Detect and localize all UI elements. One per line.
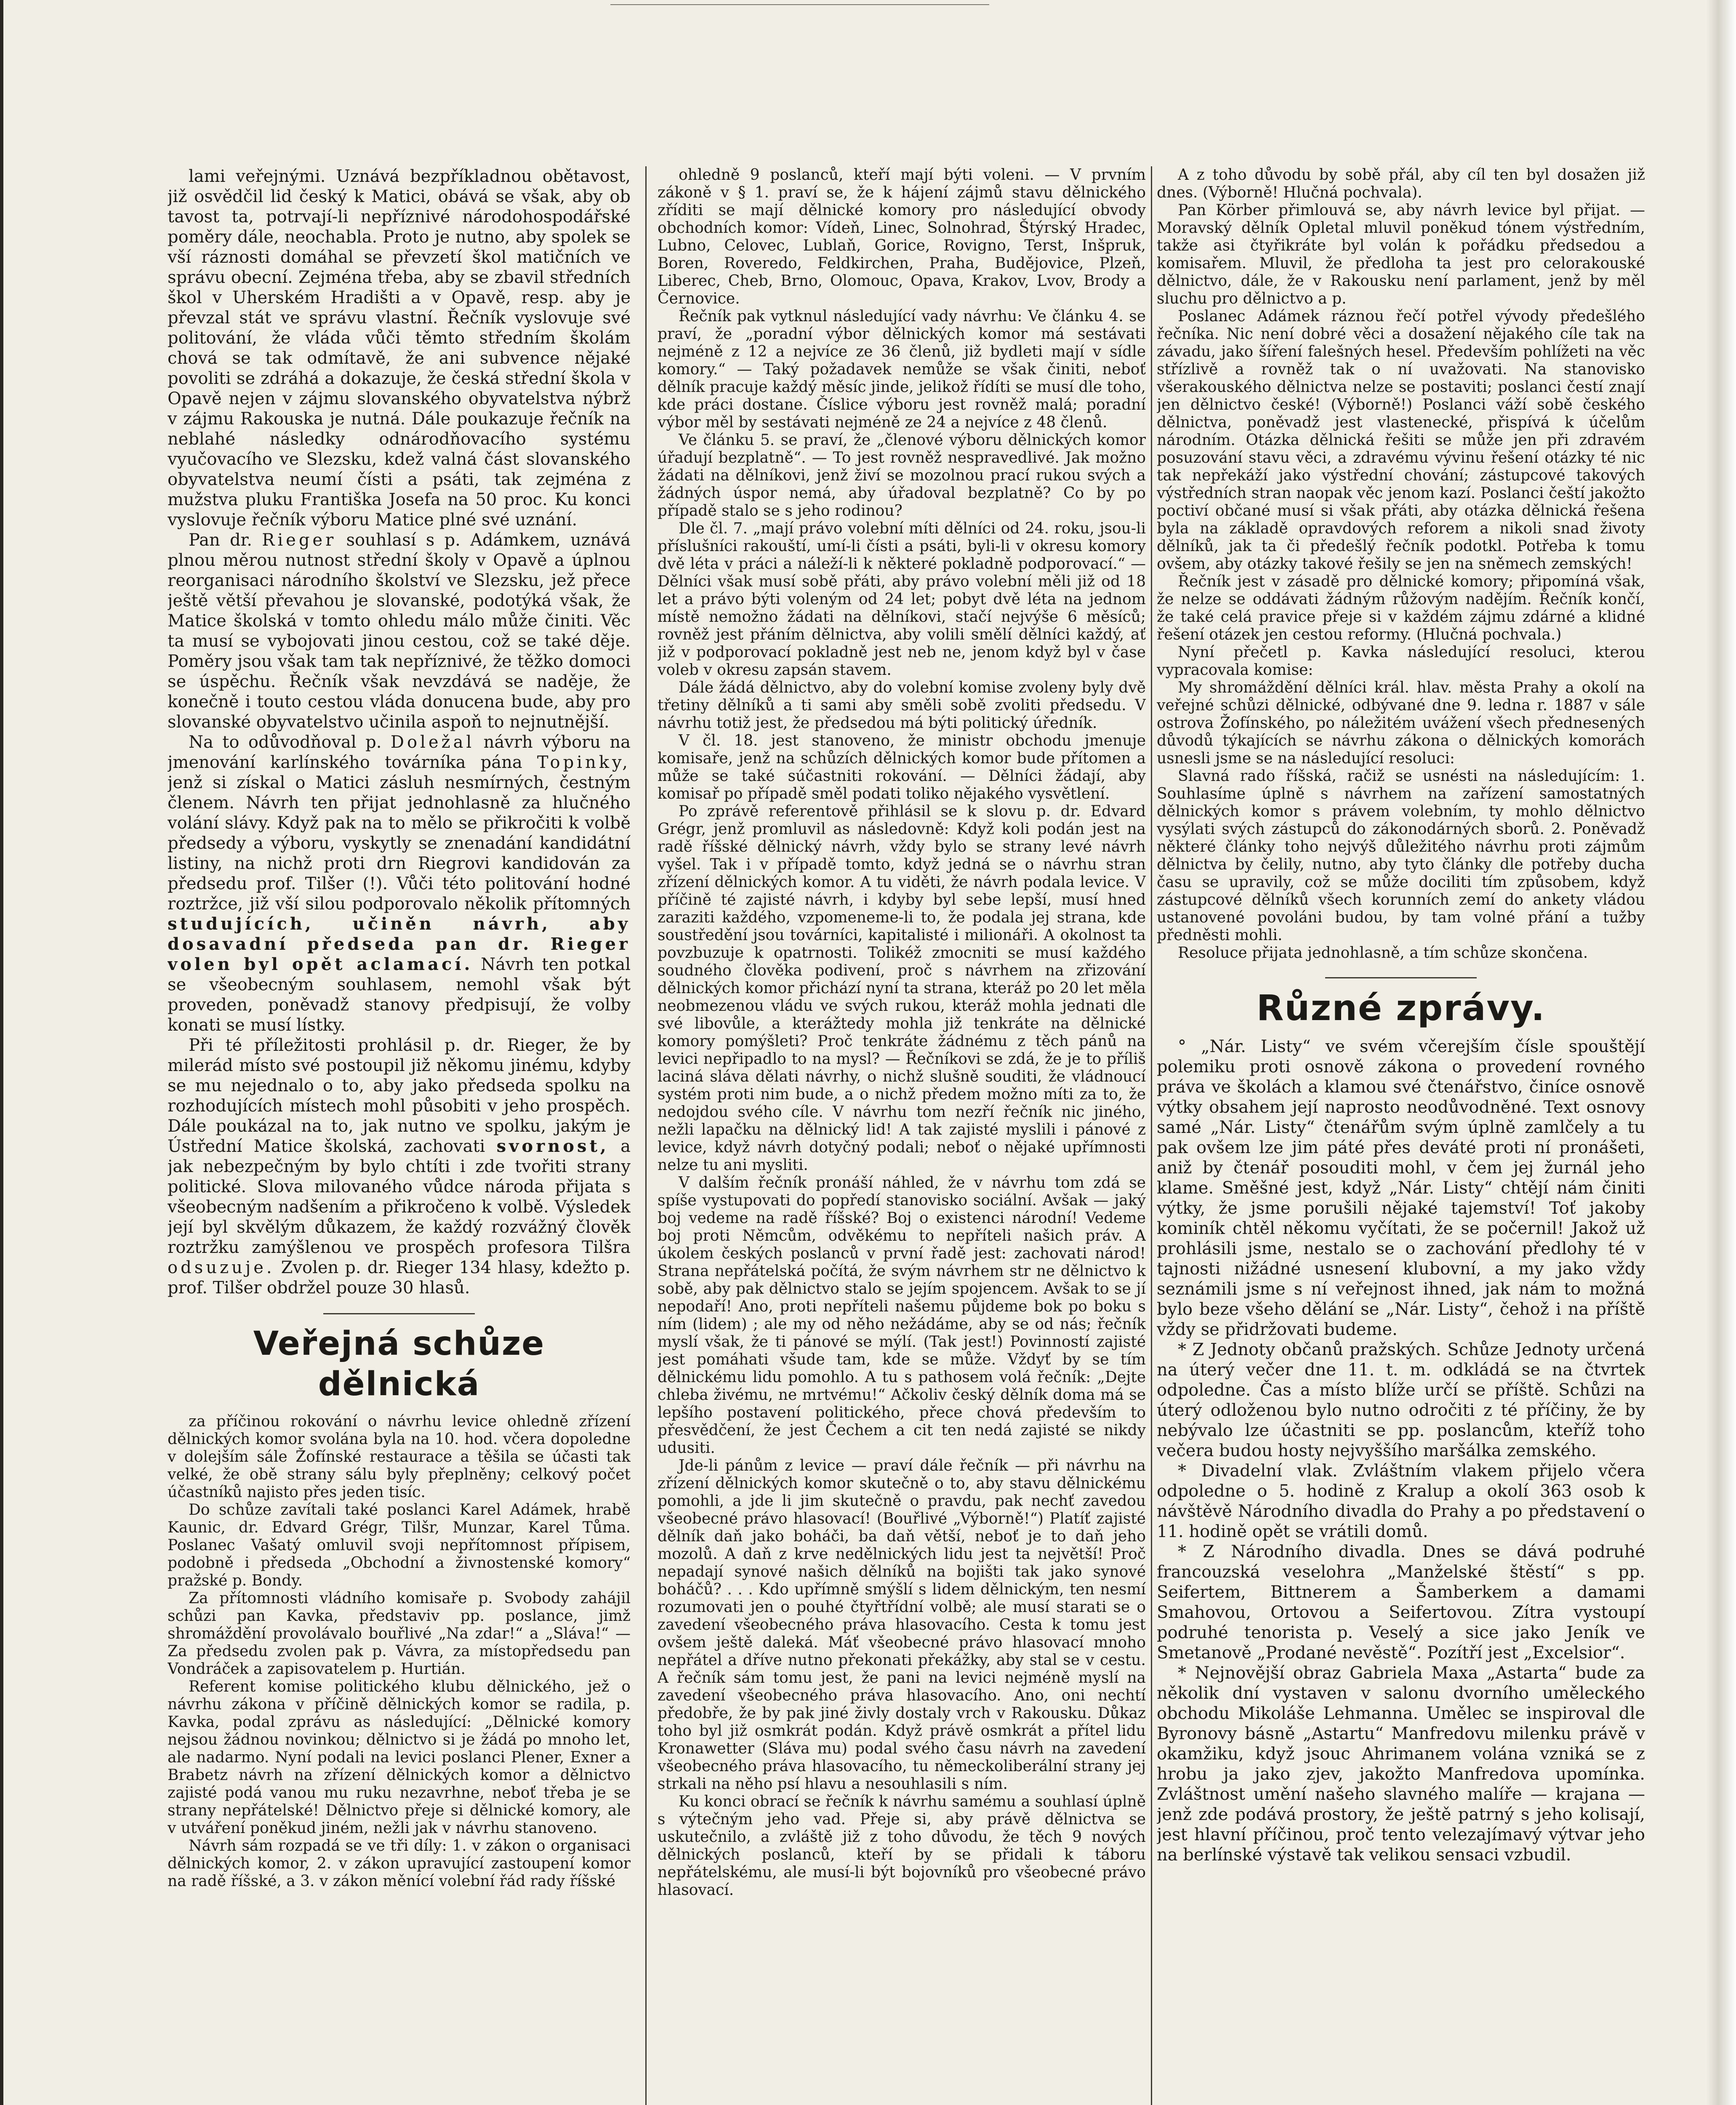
section-heading-verejna-schuze: Veřejná schůze dělnická [253,1325,545,1403]
scan-right-edge [1707,0,1736,2105]
article-paragraph: Řečník jest v zásadě pro dělnické komory; připomíná však, že nelze se oddávati žádným růžovým nadějím. Řečník končí, že také celá pravice přeje si v každém zájmu zdárné a klidné řešení otázek jen cestou reformy. (Hlučná pochvala.) [1157,573,1645,643]
article-paragraph: Za přítomnosti vládního komisaře p. Svobody zahájil schůzi pan Kavka, představiv pp. poslance, jimž shromáždění provolávalo bouřlivé „Na zdar!“ a „Sláva!“ — Za předsedu zvolen pak p. Vávra, za místopředsedu pan Vondráček a zapisovatelem p. Hurtián. [168,1590,631,1678]
article-paragraph: V dalším řečník pronáší náhled, že v návrhu tom zdá se spíše vystupovati do popředí stanovisko sociální. Avšak — jaký boj vedeme na radě říšské? Boj o existenci národní! Vedeme boj proti Němcům, odvěkému to nepříteli našich práv. A úkolem českých poslanců v první řadě jest: zachovati národ! Strana nepřátelská počítá, že svým návrhem str ne dělnictvo k sobě, aby pak dělnictvo stalo se jejím spojencem. Avšak to se jí nepodaří! Ano, proti nepříteli našemu půjdeme bok po boku s ním (lidem) ; ale my od něho nežádáme, aby se od nás; řečník myslí však, že ti pánové se mýlí. (Tak jest!) Povinností zajisté jest pomáhati všude tam, kde se může. Vždyť by se tím dělnickému lidu pomohlo. A tu s pathosem volá řečník: „Dejte chleba živému, ne mrtvému!“ Ačkoliv český dělník doma má se lepšího postavení politického, přece chová především to přesvědčení, že jest Čechem a cit ten nedá zajisté se nikdy udusiti. [658,1174,1146,1457]
section-divider [323,1313,475,1314]
section-divider [1325,977,1477,978]
article-paragraph: Při té příležitosti prohlásil p. dr. Rieger, že by milerád místo své postoupil již někomu jinému, kdyby se mu nejednalo o to, aby jako předseda spolku na rozhodujících místech mohl působiti v jeho prospěch. Dále poukázal na to, jak nutno ve spolku, jakým je Ústřední Matice školská, zachovati svornost, a jak nebezpečným by bylo chtíti i zde tvořiti strany politické. Slova milovaného vůdce národa přijata s všeobecným nadšením a přikročeno k volbě. Výsledek její byl skvělým důkazem, že každý rozvážný člověk roztržku zamýšlenou ve prospěch profesora Tilšra odsuzuje. Zvolen p. dr. Rieger 134 hlasy, kdežto p. prof. Tilšer obdržel pouze 30 hlasů. [168,1036,631,1298]
article-paragraph: Řečník pak vytknul následující vady návrhu: Ve článku 4. se praví, že „poradní výbor dělnických komor má sestávati nejméně z 12 a nejvíce ze 36 členů, již bydleti mají v sídle komory.“ — Taký požadavek nemůže se však činiti, neboť dělník pracuje každý měsíc jinde, jelikož řídíti se musí dle toho, kde práci dostane. Číslice výboru jest rovněž malá; poradní výbor měl by sestávati nejméně ze 24 a nejvíce z 48 členů. [658,308,1146,431]
article-paragraph: ohledně 9 poslanců, kteří mají býti voleni. — V prvním zákoně v § 1. praví se, že k hájení zájmů stavu dělnického zříditi se mají dělnické komory pro následující obvody obchodních komor: Vídeň, Linec, Solnohrad, Štýrský Hradec, Lubno, Celovec, Lublaň, Gorice, Rovigno, Terst, Inšpruk, Boren, Roveredo, Feldkirchen, Praha, Budějovice, Plzeň, Liberec, Cheb, Brno, Olomouc, Opava, Krakov, Lvov, Brody a Černovice. [658,166,1146,307]
emphasis-spaced: svornost, [496,1136,609,1156]
column-1 [168,166,631,2105]
news-item: * Nejnovější obraz Gabriela Maxa „Astarta“ bude za několik dní vystaven v salonu dvorního uměleckého obchodu Mikoláše Lehmanna. Umělec se inspiroval dle Byronovy básně „Astartu“ Manfredovu milenku právě v okamžiku, když jsouc Ahrimanem volána vzniká se z hrobu ja jako zjev, jakožto Manfredova upomínka. Zvláštnost umění našeho slavného malíře — krajana — jenž zde podává prostory, že ještě patrný s jeho kolisají, jest hlavní příčinou, proč tento velezajímavý výtvar jeho na berlínské výstavě tak velikou sensaci vzbudil. [1157,1663,1645,1865]
article-paragraph: Referent komise politického klubu dělnického, jež o návrhu zákona v příčině dělnických komor se radila, p. Kavka, podal zprávu as následující: „Dělnické komory nejsou žádnou novinkou; dělnictvo si je žádá po mnoho let, ale nadarmo. Nyní podali na levici poslanci Plener, Exner a Brabetz návrh na zřízení dělnických komor a dělnictvo zajisté podá vanou mu ruku nezavrhne, neboť třeba je se strany nepřátelské! Dělnictvo přeje si dělnické komory, ale v utváření poněkud jiném, nežli jak v návrhu stanoveno. [168,1678,631,1837]
article-paragraph: Nyní přečetl p. Kavka následující resoluci, kterou vypracovala komise: [1157,644,1645,679]
column-2 [658,166,1146,2105]
article-paragraph: Resoluce přijata jednohlasně, a tím schůze skončena. [1178,944,1588,962]
column-rule-1 [645,166,647,2105]
article-paragraph: Do schůze zavítali také poslanci Karel Adámek, hrabě Kaunic, dr. Edvard Grégr, Tilšr, Munzar, Karel Tůma. Poslanec Vašatý omluvil svoji nepřítomnost přípisem, podobně i předseda „Obchodní a živnostenské komory“ pražské p. Bondy. [168,1501,631,1589]
column-3 [1157,166,1645,2105]
scan-top-edge [610,0,989,5]
name-spaced: Topinky, [537,753,631,772]
article-paragraph: My shromáždění dělníci král. hlav. města Prahy a okolí na veřejné schůzi dělnické, odbývané dne 9. ledna r. 1887 v sále ostrova Žofínského, po náležitém uvážení všech přednesených důvodů týkajících se návrhu zákona o dělnických komorách usnesli jsme se na následující resoluci: [1157,679,1645,767]
article-paragraph: Ku konci obrací se řečník k návrhu samému a souhlasí úplně s výtečným jeho vad. Přeje si, aby právě dělnictva se uskutečnilo, a zvláště již z toho důvodu, že těch 9 nových dělnických poslanců, kteří by se přidali k táboru nepřátelskému, ale musí-li být bojovníků pro všeobecné právo hlasovací. [658,1793,1146,1899]
scan-left-edge [0,0,3,2105]
article-paragraph: A z toho důvodu by sobě přál, aby cíl ten byl dosažen již dnes. (Výborně! Hlučná pochvala). [1157,166,1645,201]
section-heading-ruzne-zpravy: Různé zprávy. [1256,987,1546,1029]
article-paragraph: Dále žádá dělnictvo, aby do volební komise zvoleny byly dvě třetiny dělníků a ti sami aby směli sobě zvoliti předsedu. V návrhu totiž jest, že předsedou má býti politický úředník. [658,679,1146,732]
article-paragraph: lami veřejnými. Uznává bezpříkladnou obětavost, již osvědčil lid český k Matici, obává se však, aby ob tavost ta, potrvají-li nepříznivé národohospodářské poměry dále, neochabla. Proto je nutno, aby spolek se vší ráznosti domáhal se převzetí škol matičních ve správu obecní. Zejména třeba, aby se zbavil středních škol v Uherském Hradišti a v Opavě, resp. aby je převzal stát ve správu vlastní. Řečník vyslovuje své politování, že vláda vůči těmto středním školám chová se tak odmítavě, že ani subvence nějaké povoliti se zdráhá a dokazuje, že česká střední škola v Opavě nejen v zájmu slovanského obyvatelstva nýbrž v zájmu Rakouska je nutná. Dále poukazuje řečník na neblahé následky odnárodňovacího systému vyučovacího ve Slezsku, kdež valná část slovanského obyvatelstva neumí čísti a psáti, tak zejména z mužstva pluku Františka Josefa na 50 proc. Ku konci vyslovuje řečník výboru Matice plné své uznání. [168,167,631,530]
news-item: * Z Národního divadla. Dnes se dává podruhé francouzská veselohra „Manželské štěstí“ s pp. Seifertem, Bittnerem a Šamberkem a damami Smahovou, Ortovou a Seifertovou. Zítra vystoupí podruhé tenorista p. Veselý a sice jako Jeník ve Smetanově „Prodané nevěstě“. Pozítří jest „Excelsior“. [1157,1542,1645,1663]
news-item: * Divadelní vlak. Zvláštním vlakem přijelo včera odpoledne o 5. hodině z Kralup a okolí 363 osob k návštěvě Národního divadla do Prahy a po představení o 11. hodině opět se vrátili domů. [1157,1461,1645,1541]
news-item: ° „Nár. Listy“ ve svém včerejším čísle spouštějí polemiku proti osnově zákona o provedení rovného práva ve školách a klamou své čtenářstvo, činíce osnově výtky obsahem její naprosto neodůvodněné. Text osnovy samé „Nár. Listy“ čtenářům svým úplně zamlčely a tu pak ovšem lze jim páté přes deváté proti ní pronášeti, aniž by čtenář posouditi mohl, v čem jej žurnál jeho klame. Směšné jest, když „Nár. Listy“ chtějí nám činiti výtky, že jsme porušili nějaké tajemství! Toť jakoby kominík chtěl někomu vyčítati, že se počernil! Jakož už prohlásili jsme, nestalo se o zachování předlohy té v tajnosti nižádné usnesení klubovní, a my jako vždy seznámili jsme s ní veřejnost ihned, jak nám to možná bylo beze všeho dělání se „Nár. Listy“, čehož i na příště vždy se přidržovati budeme. [1157,1037,1645,1339]
article-paragraph: Po zprávě referentově přihlásil se k slovu p. dr. Edvard Grégr, jenž promluvil as následovně: Když koli podán jest na radě říšské dělnický návrh, vždy bylo se strany levé návrh vyšel. Tak i v případě tomto, když jedná se o návrhu stran zřízení dělnických komor. A tu viděti, že návrh podala levice. V příčině té zajisté návrh, i kdyby byl sebe lepší, musí hned zaraziti každého, vzpomeneme-li to, že podala jej strana, kde soustředění jsou továrníci, kapitalisté i milionáři. A okolnost ta povzbuzuje k opatrnosti. Tolikéž zmocniti se musí každého soudného člověka podivení, proč s návrhem na zřizování dělnických komor přichází nyní ta strana, kteráž po 20 let měla neobmezenou vládu ve svých rukou, kteráž mohla jednati dle své libovůle, a kterážtedy mohla již tenkráte na dělnické komory pomýšleti? Proč tenkráte žádnému z těch pánů na levici nepřipadlo to na mysl? — Řečníkovi se zdá, že je to příliš laciná sláva dělati návrhy, o nichž slušně souditi, že vládnoucí systém proti nim bude, a o nichž předem možno míti za to, že nedojdou svého cíle. V návrhu tom nezří řečník nic jiného, nežli lapačku na dělnický lid! A tak zajisté myslili i pánové z levice, když návrh dotyčný podali; neboť o nějaké upřímnosti nelze tu ani mysliti. [658,803,1146,1174]
emphasis-spaced: odsuzuje. [168,1258,275,1277]
article-paragraph: Slavná rado říšská, račiž se usnésti na následujícím: 1. Souhlasíme úplně s návrhem na zařízení samostatných dělnických komor s právem volebním, ty mohlo dělnictvo vysýlati svých zástupců do zákonodárných sborů. 2. Poněvadž některé články toho nejvýš důležitého návrhu proti zájmům dělnictva by čelily, nutno, aby tyto články dle potřeby ducha času se upravily, což se může dociliti tím způsobem, když zástupcové dělníků všech korunních zemí do ankety vládou ustanovené povoláni budou, by tam volné přání a tužby předněsti mohli. [1157,767,1645,944]
article-paragraph: V čl. 18. jest stanoveno, že ministr obchodu jmenuje komisaře, jenž na schůzích dělnických komor bude přítomen a může se také súčastniti rokování. — Dělníci žádají, aby komisař po případě směl podati toliko nějakého vysvětlení. [658,732,1146,802]
article-paragraph: Ve článku 5. se praví, že „členové výboru dělnických komor úřadují bezplatně“. — To jest rovněž nespravedlivé. Jak možno žádati na dělníkovi, jenž živí se mozolnou prací rukou svých a žádných úspor nemá, aby úřadoval bezplatně? Co by po případě stalo se s jeho rodinou? [658,432,1146,520]
news-item: * Z Jednoty občanů pražských. Schůze Jednoty určená na úterý večer dne 11. t. m. odkládá se na čtvrtek odpoledne. Čas a místo blíže určí se příště. Schůzi na úterý odloženou bylo nutno odročiti z té příčiny, že by nebývalo lze účastniti se pp. poslancům, kteříž toho večera budou hosty nejvyššího maršálka zemského. [1157,1340,1645,1460]
name-spaced: Doležal [390,733,475,752]
article-paragraph: Dle čl. 7. „mají právo volební míti dělníci od 24. roku, jsou-li příslušníci rakouští, umí-li čísti a psáti, byli-li v okresu komory dvě léta v práci a náleží-li k některé pokladně podporovací.“ — Dělníci však musí sobě přáti, aby právo volební měli již od 18 let a právo býti voleným od 24 let; pobyt dvě léta na jednom místě nemožno žádati na dělníkovi, stačí nejvýše 6 měsíců; rovněž jest přáním dělnictva, aby volili smělí dělníci každý, ať již v podporovací pokladně jest neb ne, jenom když byl v čase voleb v okresu zapsán stavem. [658,520,1146,679]
article-paragraph: Poslanec Adámek ráznou řečí potřel vývody předešlého řečníka. Nic není dobré věci a dosažení nějakého cíle tak na závadu, jako šíření falešných hesel. Především pohlížeti na věc střízlivě a rovněž tak o ní uvažovati. Na stanovisko všerakouského dělnictva nelze se postaviti; poslanci čestí znají jen dělnictvo české! (Výborně!) Poslanci váží sobě českého dělnictva, poněvadž jest vlastenecké, přispívá k účelům národním. Otázka dělnická řešiti se může jen při zdravém posuzování stavu věci, a zdravému vývinu řešení otázky té nic tak nepřekáží jako výstřední chování; zástupcové takových výstředních stran naopak věc jenom kazí. Poslanci čeští jakožto poctiví občané musí si však přáti, aby otázka dělnická řešena byla na základě opravdových reforem a nikoli snad životy dělníků, jak ta či předešlý řečník podotkl. Potřeba k tomu ovšem, aby otázky takové řešily se jen na sněmech zemských! [1157,308,1645,573]
article-paragraph: Jde-li pánům z levice — praví dále řečník — při návrhu na zřízení dělnických komor skutečně o to, aby stavu dělnickému pomohli, a jde li jim skutečně o pravdu, pak nechť zavedou všeobecné právo hlasovací! (Bouřlivé „Výborně!“) Platíť zajisté dělník daň jako boháči, ba daň větší, neboť je to daň jeho mozolů. A daň z krve nedělnických lidu jest ta největší! Proč nepadají synové našich dělníků na bojišti tak jako synové boháčů? . . . Kdo upřímně smýšlí s lidem dělnickým, ten nesmí rozumovati jen o pouhé čtyřtřídní volbě; ale musí starati se o zavedení všeobecného práva hlasovacího. Cesta k tomu jest ovšem ještě daleká. Máť všeobecné právo hlasovací mnoho nepřátel a dříve nutno překonati překážky, aby stal se v cestu. A řečník sám tomu jest, že pani na levici nejméně myslí na zavedení všeobecného práva hlasovacího. Ano, oni nechtí předobře, že by pak jiné živly dostaly vrch v Rakousku. Důkaz toho byl již osmkrát podán. Když právě osmkrát a přítel lidu Kronawetter (Sláva mu) podal svého času návrh na zavedení všeobecného práva hlasovacího, tu německoliberální strany jej strkali na něho psí hlavu a nesouhlasili s ním. [658,1457,1146,1793]
article-paragraph: za příčinou rokování o návrhu levice ohledně zřízení dělnických komor svolána byla na 10. hod. včera dopoledne v dolejším sále Žofínské restaurace a těšila se účasti tak velké, že obě strany sálu byly přeplněny; celkový počet účastníků najisto přes jeden tisíc. [168,1413,631,1501]
article-paragraph: Návrh sám rozpadá se ve tři díly: 1. v zákon o organisaci dělnických komor, 2. v zákon upravující zastoupení komor na radě říšské, a 3. v zákon měnící volební řád rady říšské [168,1837,631,1890]
emphasis-spaced: studujících, učiněn návrh, aby dosavadní předseda pan dr. Rieger volen byl opět aclamací. [168,914,631,974]
name-spaced: Rieger [262,530,337,550]
article-paragraph: Na to odůvodňoval p. Doležal návrh výboru na jmenování karlínského továrníka pána Topinky, jenž si získal o Matici zásluh nesmírných, čestným členem. Návrh ten přijat jednohlasně za hlučného volání slávy. Když pak na to mělo se přikročiti k volbě předsedy a výboru, vyskytly se znenadání kandidátní listiny, na nichž proti drn Riegrovi kandidován za předsedu prof. Tilšer (!). Vůči této politování hodné roztržce, již vší silou podporovalo několik přítomných studujících, učiněn návrh, aby dosavadní předseda pan dr. Rieger volen byl opět aclamací. Návrh ten potkal se všeobecným souhlasem, nemohl však být proveden, poněvadž stanovy předpisují, že volby konati se musí lístky. [168,733,631,1035]
article-paragraph: Pan Körber přimlouvá se, aby návrh levice byl přijat. — Moravský dělník Opletal mluvil poněkud tónem výstředním, takže asi čtyřikráte byl volán k pořádku předsedou a komisařem. Mluvil, že předloha ta jest pro celorakouské dělnictvo, dále, že v Rakousku není parlament, jenž by měl sluchu pro dělnictvo a p. [1157,202,1645,307]
column-rule-2 [1151,166,1152,2105]
article-paragraph: Pan dr. Rieger souhlasí s p. Adámkem, uznává plnou měrou nutnost střední školy v Opavě a úplnou reorganisaci národního školství ve Slezsku, jež přece ještě větší převahou je slovanské, podotýká však, že Matice školská v tomto ohledu málo může činiti. Věc ta musí se vybojovati jinou cestou, což se také děje. Poměry jsou však tam tak nepříznivé, že těžko domoci se úspěchu. Řečník však nevzdává se naděje, že konečně i touto cestou vláda donucena bude, aby pro slovanské obyvatelstvo učinila aspoň to nejnutnější. [168,530,631,732]
